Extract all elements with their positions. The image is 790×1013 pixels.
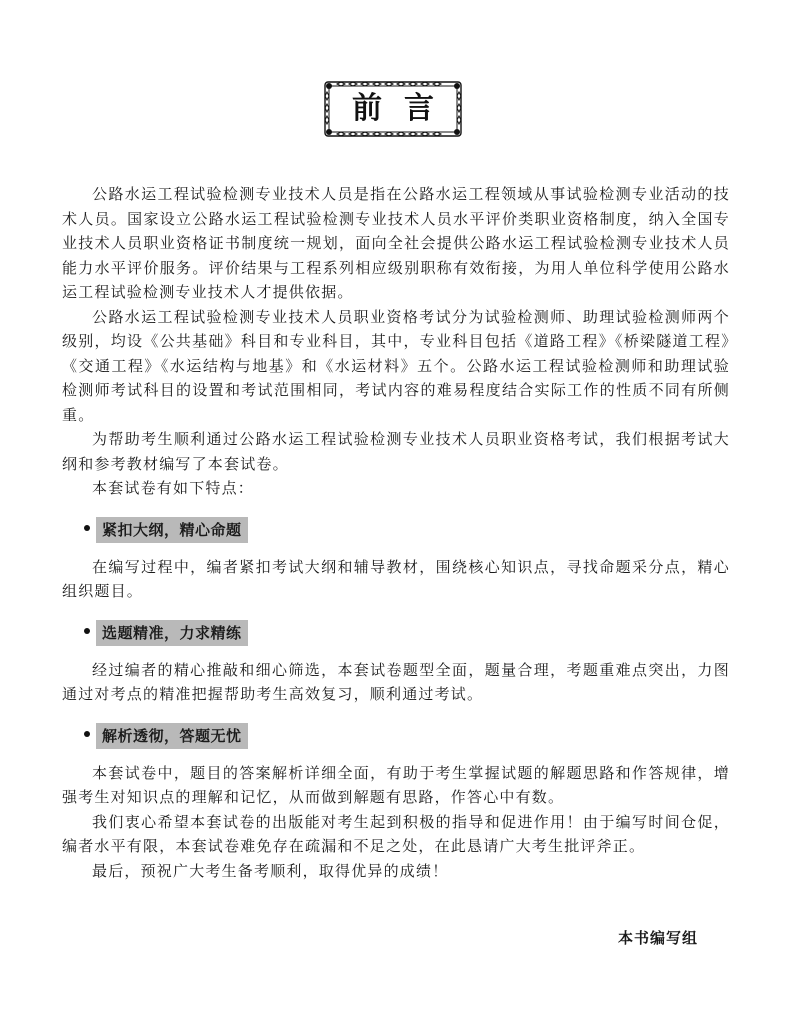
title-plaque: [323, 80, 463, 138]
author-signature: 本书编写组: [617, 929, 698, 947]
feature-heading-label: 解析透彻，答题无忧: [96, 723, 248, 750]
feature-heading-label: 紧扣大纲，精心命题: [96, 517, 248, 544]
page-title: 前言: [352, 91, 456, 126]
paragraph: 我们衷心希望本套试卷的出版能对考生起到积极的指导和促进作用！由于编写时间仓促，编者水平有限，本套试卷难免存在疏漏和不足之处，在此恳请广大考生批评斧正。: [62, 812, 730, 855]
feature-heading: [62, 723, 730, 747]
bullet-icon: [84, 628, 90, 634]
bullet-icon: [84, 525, 90, 531]
paragraph: 公路水运工程试验检测专业技术人员职业资格考试分为试验检测师、助理试验检测师两个级别，均设《公共基础》科目和专业科目，其中，专业科目包括《道路工程》《桥梁隧道工程》《交通工程》《水运结构与地基》和《水运材料》五个。公路水运工程试验检测师和助理试验检测师考试科目的设置和考试范围相同，考试内容的难易程度结合实际工作的性质不同有所侧重。: [62, 307, 730, 424]
feature-paragraph: 经过编者的精心推敲和细心筛选，本套试卷题型全面，题量合理，考题重难点突出，力图通过对考点的精准把握帮助考生高效复习，顺利通过考试。: [62, 660, 730, 703]
paragraph: 公路水运工程试验检测专业技术人员是指在公路水运工程领域从事试验检测专业活动的技术人员。国家设立公路水运工程试验检测专业技术人员水平评价类职业资格制度，纳入全国专业技术人员职业资格证书制度统一规划，面向全社会提供公路水运工程试验检测专业技术人员能力水平评价服务。评价结果与工程系列相应级别职称有效衔接，为用人单位科学使用公路水运工程试验检测专业技术人才提供依据。: [62, 185, 730, 301]
paragraph: 最后，预祝广大考生备考顺利，取得优异的成绩！: [92, 861, 449, 880]
bullet-icon: [84, 731, 90, 737]
paragraph: 本套试卷有如下特点：: [92, 479, 255, 497]
feature-paragraph: 在编写过程中，编者紧扣考试大纲和辅导教材，围绕核心知识点，寻找命题采分点，精心组织题目。: [62, 557, 730, 600]
feature-heading: [62, 517, 730, 541]
feature-paragraph: 本套试卷中，题目的答案解析详细全面，有助于考生掌握试题的解题思路和作答规律，增强考生对知识点的理解和记忆，从而做到解题有思路，作答心中有数。: [62, 763, 730, 806]
preface-body: [62, 182, 730, 883]
feature-heading-label: 选题精准，力求精练: [96, 620, 248, 647]
feature-heading: [62, 620, 730, 644]
paragraph: 为帮助考生顺利通过公路水运工程试验检测专业技术人员职业资格考试，我们根据考试大纲和参考教材编写了本套试卷。: [62, 430, 730, 473]
